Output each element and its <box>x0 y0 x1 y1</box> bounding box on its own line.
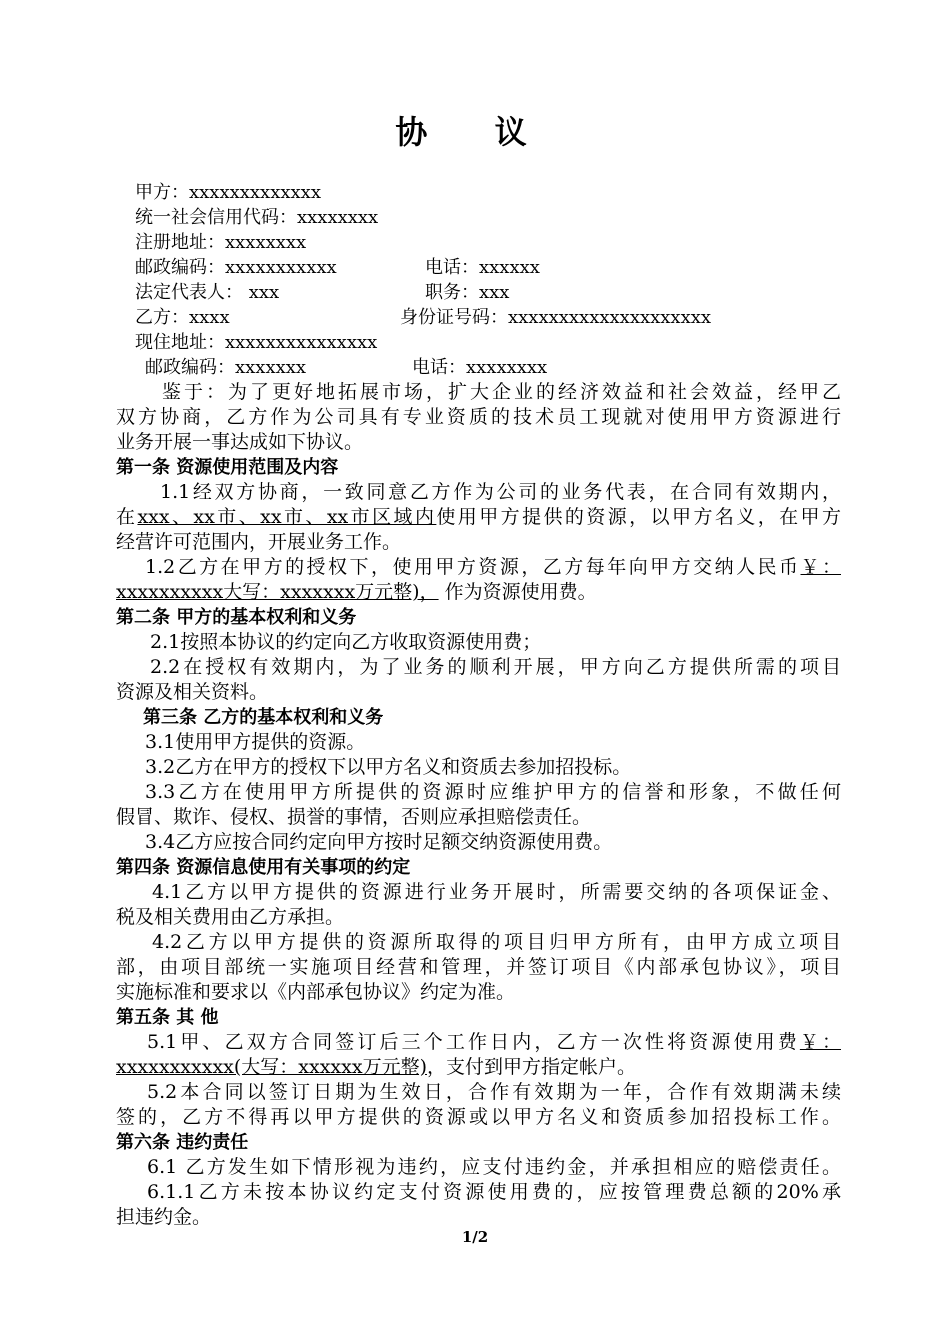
article-3-text: 3.2乙方在甲方的授权下以甲方名义和资质去参加招投标。 <box>145 756 632 778</box>
article-2-text: 2.2在授权有效期内，为了业务的顺利开展，甲方向乙方提供所需的项目 <box>150 656 841 678</box>
party-b-address: 现住地址：xxxxxxxxxxxxxxx <box>135 332 378 353</box>
party-a-credit-code: 统一社会信用代码：xxxxxxxx <box>135 207 379 228</box>
preamble-line: 双方协商，乙方作为公司具有专业资质的技术员工现就对使用甲方资源进行 <box>116 406 841 428</box>
article-4-text: 部，由项目部统一实施项目经营和管理，并签订项目《内部承包协议》，项目 <box>116 956 841 978</box>
party-a-postcode: 邮政编码：xxxxxxxxxxx <box>135 257 337 278</box>
article-2-text: 资源及相关资料。 <box>116 681 269 703</box>
page-number: 1/2 <box>461 1228 489 1246</box>
article-4-text: 实施标准和要求以《内部承包协议》约定为准。 <box>116 981 516 1003</box>
party-b-name: 乙方：xxxx <box>135 307 230 328</box>
article-5-text: xxxxxxxxxxx(大写：xxxxxx万元整)，支付到甲方指定帐户。 <box>116 1056 637 1078</box>
party-b-phone: 电话：xxxxxxxx <box>412 357 548 378</box>
article-2-text: 2.1按照本协议的约定向乙方收取资源使用费； <box>150 631 542 653</box>
article-6-text: 担违约金。 <box>116 1206 212 1228</box>
article-5-heading: 第五条 其 他 <box>116 1007 219 1028</box>
party-a-name: 甲方：xxxxxxxxxxxxx <box>135 182 321 203</box>
article-5-text: 5.1甲、乙双方合同签订后三个工作日内，乙方一次性将资源使用费￥： <box>147 1031 841 1053</box>
party-b-id: 身份证号码：xxxxxxxxxxxxxxxxxxxx <box>400 307 712 328</box>
document-title: 协 议 <box>395 113 555 151</box>
article-6-heading: 第六条 违约责任 <box>116 1132 249 1153</box>
article-5-text: 签的，乙方不得再以甲方提供的资源或以甲方名义和资质参加招投标工作。 <box>116 1106 841 1128</box>
article-4-text: 4.1乙方以甲方提供的资源进行业务开展时，所需要交纳的各项保证金、 <box>152 881 841 903</box>
party-b-postcode: 邮政编码：xxxxxxx <box>145 357 307 378</box>
article-1-text: 经营许可范围内，开展业务工作。 <box>116 531 402 553</box>
region-underline: xxx、xx市、xx市、xx市区域内 <box>137 506 437 528</box>
article-6-text: 6.1.1乙方未按本协议约定支付资源使用费的，应按管理费总额的20%承 <box>147 1181 841 1203</box>
article-1-text: xxxxxxxxxx大写：xxxxxxx万元整)， 作为资源使用费。 <box>116 581 597 603</box>
article-4-text: 税及相关费用由乙方承担。 <box>116 906 345 928</box>
preamble-line: 业务开展一事达成如下协议。 <box>116 431 364 453</box>
article-4-text: 4.2乙方以甲方提供的资源所取得的项目归甲方所有，由甲方成立项目 <box>152 931 841 953</box>
article-4-heading: 第四条 资源信息使用有关事项的约定 <box>116 857 411 878</box>
party-a-address: 注册地址：xxxxxxxx <box>135 232 307 253</box>
article-1-text: 1.1经双方协商，一致同意乙方作为公司的业务代表，在合同有效期内， <box>160 481 841 503</box>
party-a-position: 职务：xxx <box>425 282 510 303</box>
article-6-text: 6.1 乙方发生如下情形视为违约，应支付违约金，并承担相应的赔偿责任。 <box>147 1156 841 1178</box>
party-a-rep: 法定代表人： xxx <box>135 282 280 303</box>
article-1-text: 在xxx、xx市、xx市、xx市区域内使用甲方提供的资源，以甲方名义，在甲方 <box>116 506 841 528</box>
article-3-text: 3.4乙方应按合同约定向甲方按时足额交纳资源使用费。 <box>145 831 613 853</box>
preamble-line: 鉴于：为了更好地拓展市场，扩大企业的经济效益和社会效益，经甲乙 <box>162 381 841 403</box>
article-3-text: 假冒、欺诈、侵权、损誉的事情，否则应承担赔偿责任。 <box>116 806 592 828</box>
article-1-heading: 第一条 资源使用范围及内容 <box>116 457 339 478</box>
party-a-phone: 电话：xxxxxx <box>425 257 540 278</box>
article-3-text: 3.3乙方在使用甲方所提供的资源时应维护甲方的信誉和形象，不做任何 <box>145 781 841 803</box>
article-3-heading: 第三条 乙方的基本权利和义务 <box>143 707 384 728</box>
article-3-text: 3.1使用甲方提供的资源。 <box>145 731 366 753</box>
article-1-text: 1.2乙方在甲方的授权下，使用甲方资源，乙方每年向甲方交纳人民币￥： <box>145 556 841 578</box>
article-2-heading: 第二条 甲方的基本权利和义务 <box>116 607 357 628</box>
article-5-text: 5.2本合同以签订日期为生效日，合作有效期为一年，合作有效期满未续 <box>147 1081 841 1103</box>
payment-underline: xxxxxxxxxxx(大写：xxxxxx万元整) <box>116 1056 427 1078</box>
fee-underline: xxxxxxxxxx大写：xxxxxxx万元整)， <box>116 581 439 603</box>
